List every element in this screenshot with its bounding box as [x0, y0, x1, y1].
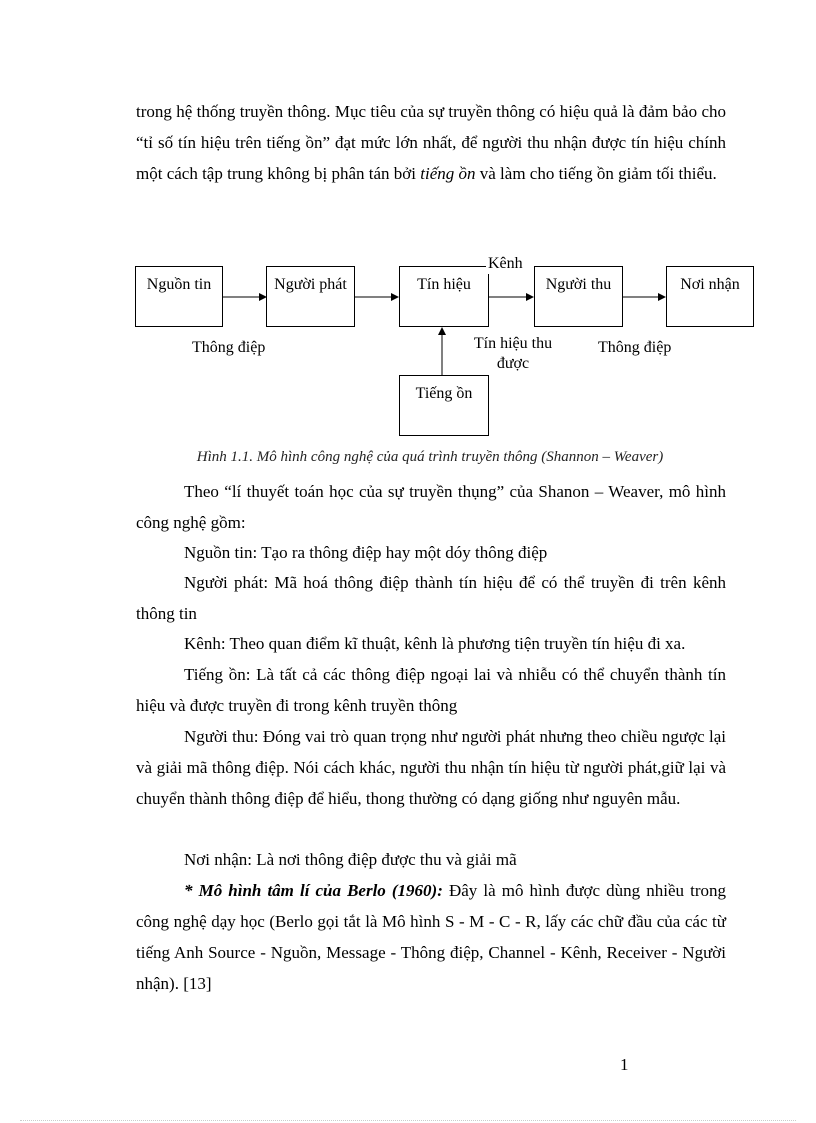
page-footer-divider [20, 1120, 796, 1121]
figure-caption: Hình 1.1. Mô hình công nghệ của quá trình truyền thông (Shannon – Weaver) [196, 449, 664, 465]
box-source-label: Nguồn tin [146, 276, 212, 293]
paragraph-receiver: Người thu: Đóng vai trò quan trọng như người phát nhưng theo chiều ngược lại và giải mã thông điệp. Nói cách khác, người thu nhận tín hiệu từ người phát,giữ lại và chuyển thành thông điệp để hiểu, thong thường có dạng giống như nguyên mẫu. [136, 727, 726, 808]
box-noise [399, 375, 489, 436]
box-destination [666, 266, 754, 327]
paragraph-theory: Theo “lí thuyết toán học của sự truyền thụng” của Shanon – Weaver, mô hình công nghệ gồm: [136, 482, 726, 532]
box-transmitter-label: Người phát [274, 276, 347, 293]
paragraph-transmitter: Người phát: Mã hoá thông điệp thành tín hiệu để có thể truyền đi trên kênh thông tin [136, 573, 726, 623]
paragraph-berlo [136, 875, 726, 999]
paragraph-noise: Tiếng ồn: Là tất cả các thông điệp ngoại lai và nhiễu có thể chuyển thành tín hiệu và được truyền đi trong kênh truyền thông [136, 665, 726, 715]
intro-text-end: và làm cho tiếng ồn giảm tối thiểu. [475, 164, 717, 183]
box-noise-label: Tiếng ồn [415, 385, 473, 402]
box-receiver [534, 266, 623, 327]
box-transmitter [266, 266, 355, 327]
box-destination-label: Nơi nhận [680, 276, 740, 293]
paragraph-channel: Kênh: Theo quan điểm kĩ thuật, kênh là phương tiện truyền tín hiệu đi xa. [184, 634, 686, 653]
box-source [135, 266, 223, 327]
box-receiver-label: Người thu [545, 276, 612, 293]
paragraph-source: Nguồn tin: Tạo ra thông điệp hay một dóy thông điệp [184, 543, 548, 562]
box-signal [399, 266, 489, 327]
label-message-left: Thông điệp [192, 339, 266, 356]
page-number: 1 [620, 1055, 629, 1074]
intro-text: trong hệ thống truyền thông. Mục tiêu của sự truyền thông có hiệu quả là đảm bảo cho “tỉ số tín hiệu trên tiếng ồn” đạt mức lớn nhất, để người thu nhận được tín hiệu chính một cách tập trung không bị phân tán bởi [136, 102, 726, 183]
label-received-signal: Tín hiệu thu được [473, 335, 553, 372]
intro-italic-term: tiếng ồn [420, 164, 476, 183]
box-signal-label: Tín hiệu [417, 276, 471, 293]
label-channel: Kênh [488, 255, 523, 272]
paragraph-destination: Nơi nhận: Là nơi thông điệp được thu và giải mã [184, 850, 517, 869]
berlo-heading: * Mô hình tâm lí của Berlo (1960): [184, 881, 443, 900]
berlo-text: Đây là mô hình được dùng nhiều trong công nghệ dạy học (Berlo gọi tắt là Mô hình S - M - C - R, lấy các chữ đầu của các từ tiếng Anh Source - Nguồn, Message - Thông điệp, Channel - Kênh, Receiver - Người nhận). [13] [136, 881, 726, 993]
label-message-right: Thông điệp [598, 339, 672, 356]
